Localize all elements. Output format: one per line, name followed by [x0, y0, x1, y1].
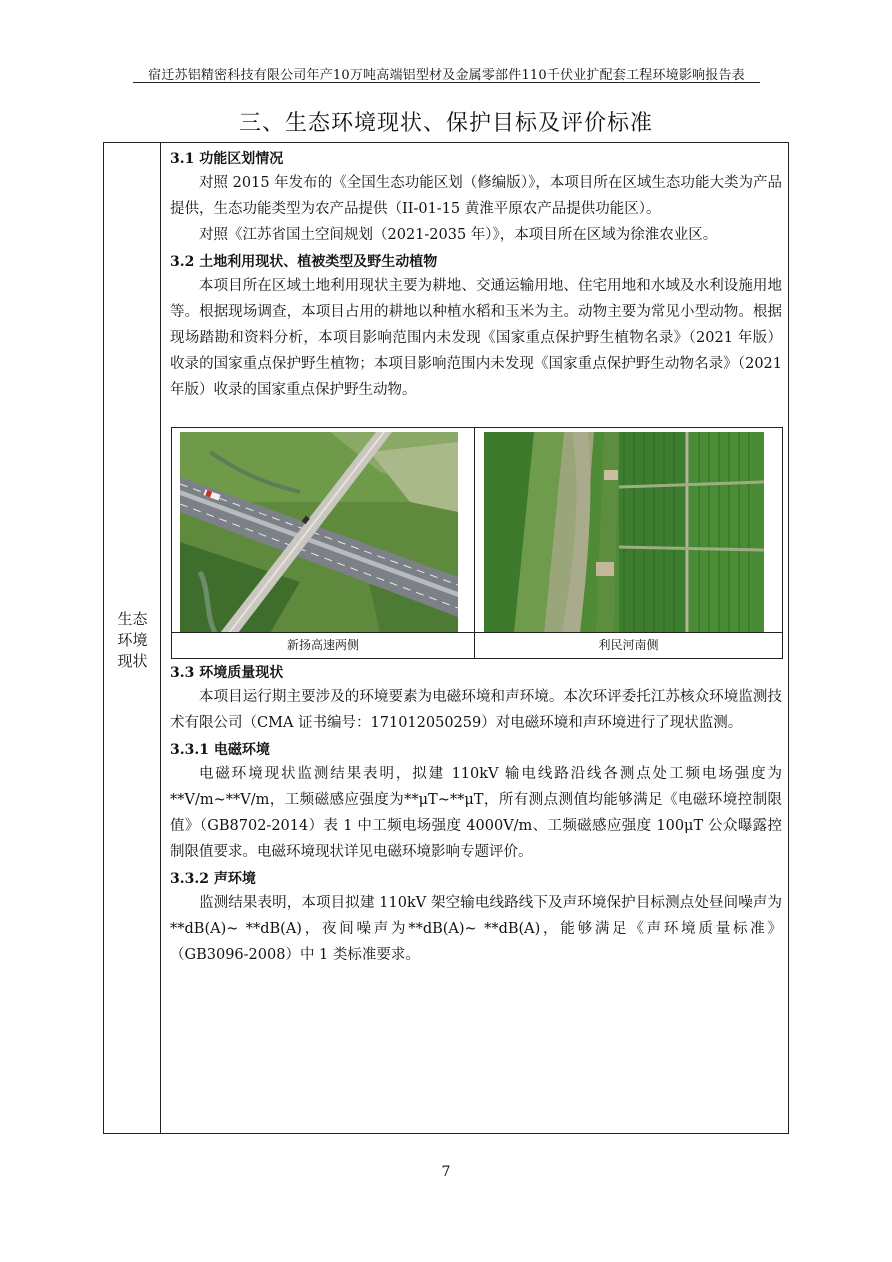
section-heading: 3.2 土地利用现状、植被类型及野生动植物	[170, 254, 438, 270]
aerial-photo-river	[484, 432, 764, 633]
paragraph: 本项目所在区域土地利用现状主要为耕地、交通运输用地、住宅用地和水域及水利设施用地等。根据现场调查，本项目占用的耕地以种植水稻和玉米为主。动物主要为常见小型动物。根据现场踏勘和资料分析，本项目影响范围内未发现《国家重点保护野生植物名录》（2021 年版）收录的国家重点保护野生植物；本项目影响范围内未发现《国家重点保护野生动物名录》（2021 年版）收录的国家重点保护野生动物。	[170, 278, 782, 398]
content-table	[103, 142, 789, 1134]
section-heading: 3.1 功能区划情况	[170, 151, 284, 167]
side-column	[104, 143, 161, 1133]
section-heading: 3.3 环境质量现状	[170, 665, 284, 681]
paragraph: 监测结果表明，本项目拟建 110kV 架空输电线路线下及声环境保护目标测点处昼间噪声为**dB(A)~ **dB(A)，夜间噪声为**dB(A)~ **dB(A)，能够满足《声环境质量标准》（GB3096-2008）中 1 类标准要求。	[170, 895, 782, 963]
photo-caption: 利民河南侧	[475, 632, 782, 658]
side-label-line: 现状	[117, 652, 148, 670]
page-title: 三、生态环境现状、保护目标及评价标准	[238, 111, 653, 136]
photo-cell	[172, 428, 475, 658]
paragraph: 电磁环境现状监测结果表明，拟建 110kV 输电线路沿线各测点处工频电场强度为**V/m~**V/m，工频磁感应强度为**μT~**μT，所有测点测值均能够满足《电磁环境控制限值》（GB8702-2014）表 1 中工频电场强度 4000V/m、工频磁感应强度 100μT 公众曝露控制限值要求。电磁环境现状详见电磁环境影响专题评价。	[170, 766, 782, 860]
photo-table	[171, 427, 783, 659]
photo-cell	[475, 428, 782, 658]
paragraph: 本项目运行期主要涉及的环境要素为电磁环境和声环境。本次环评委托江苏核众环境监测技术有限公司（CMA 证书编号：171012050259）对电磁环境和声环境进行了现状监测。	[170, 689, 782, 731]
photo-caption: 新扬高速两侧	[172, 632, 474, 658]
page-number: 7	[441, 1164, 451, 1180]
aerial-photo-highway	[180, 432, 458, 633]
paragraph: 对照《江苏省国土空间规划（2021-2035 年）》，本项目所在区域为徐淮农业区。	[199, 227, 718, 243]
side-label-line: 环境	[117, 631, 148, 649]
upper-content	[170, 149, 782, 403]
lower-content	[170, 663, 782, 968]
highway-photo-graphic	[180, 432, 458, 633]
river-photo-graphic	[484, 432, 764, 633]
section-heading: 3.3.1 电磁环境	[170, 742, 270, 758]
paragraph: 对照 2015 年发布的《全国生态功能区划（修编版）》，本项目所在区域生态功能大类为产品提供，生态功能类型为农产品提供（II-01-15 黄淮平原农产品提供功能区）。	[170, 175, 782, 217]
section-heading: 3.3.2 声环境	[170, 871, 256, 887]
report-header: 宿迁苏铝精密科技有限公司年产10万吨高端铝型材及金属零部件110千伏业扩配套工程环境影响报告表	[148, 68, 745, 83]
side-label-line: 生态	[117, 610, 148, 628]
header-rule	[133, 82, 760, 83]
side-label	[104, 609, 161, 672]
